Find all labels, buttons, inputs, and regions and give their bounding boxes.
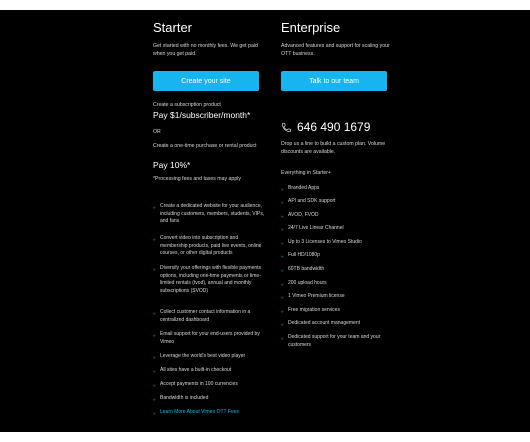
- chevron-right-icon: »: [281, 254, 284, 259]
- feature-text: Convert video into subscription and membership products, paid live events, online courses, or other digital products: [160, 235, 262, 257]
- chevron-right-icon: »: [281, 268, 284, 273]
- subscription-price: Pay $1/subscriber/month*: [153, 110, 251, 120]
- chevron-right-icon: »: [281, 187, 284, 192]
- feature-text: API and SDK support: [288, 198, 336, 204]
- feature-text: Create a dedicated website for your audience, including customers, members, students, VIPs, and fans: [160, 203, 265, 225]
- phone-icon: [281, 122, 292, 133]
- chevron-right-icon: »: [153, 333, 156, 338]
- feature-text: Bandwidth is included: [160, 395, 209, 401]
- onetime-product-label: Create a one-time purchase or rental product: [153, 143, 257, 149]
- chevron-right-icon: »: [153, 397, 156, 402]
- feature-text: Leverage the world's best video player: [160, 353, 246, 359]
- feature-text: Collect customer contact information in a centralized dashboard: [160, 309, 251, 323]
- chevron-right-icon: »: [153, 237, 156, 242]
- list-item: [281, 334, 393, 349]
- chevron-right-icon: »: [281, 227, 284, 232]
- list-item: [153, 409, 265, 417]
- fees-footnote: *Processing fees and taxes may apply: [153, 176, 241, 182]
- list-item: [153, 367, 265, 375]
- list-item: [281, 198, 393, 206]
- list-item: [153, 331, 265, 346]
- chevron-right-icon: »: [281, 322, 284, 327]
- chevron-right-icon: »: [281, 214, 284, 219]
- phone-contact[interactable]: [281, 120, 370, 134]
- feature-text: 24/7 Live Linear Channel: [288, 225, 344, 231]
- list-item: [281, 266, 393, 274]
- feature-text: AVOD, FVOD: [288, 212, 319, 218]
- list-item: [281, 280, 393, 288]
- feature-text: Email support for your end-users provided by Vimeo: [160, 331, 260, 345]
- enterprise-plan-title: Enterprise: [281, 20, 341, 35]
- chevron-right-icon: »: [281, 200, 284, 205]
- list-item: [281, 239, 393, 247]
- subscription-product-label: Create a subscription product: [153, 102, 221, 108]
- list-item: [153, 203, 265, 226]
- learn-more-fees-link[interactable]: Learn More About Vimeo OTT Fees: [160, 409, 240, 415]
- chevron-right-icon: »: [153, 205, 156, 210]
- feature-text: Branded Apps: [288, 185, 320, 191]
- list-item: [281, 185, 393, 193]
- create-your-site-button[interactable]: Create your site: [153, 71, 259, 91]
- custom-plan-text: Drop us a line to build a custom plan. Volume discounts are available.: [281, 141, 386, 155]
- phone-number: 646 490 1679: [297, 120, 371, 134]
- or-separator: OR: [153, 129, 161, 135]
- chevron-right-icon: »: [153, 311, 156, 316]
- chevron-right-icon: »: [153, 411, 156, 416]
- list-item: [153, 235, 265, 258]
- list-item: [153, 265, 265, 295]
- list-item: [281, 212, 393, 220]
- starter-plan-title: Starter: [153, 20, 193, 35]
- list-item: [153, 381, 265, 389]
- chevron-right-icon: »: [281, 241, 284, 246]
- list-item: [281, 293, 393, 301]
- list-item: [153, 353, 265, 361]
- list-item: [153, 395, 265, 403]
- list-item: [281, 225, 393, 233]
- pricing-panel: [0, 10, 530, 432]
- chevron-right-icon: »: [281, 336, 284, 341]
- chevron-right-icon: »: [153, 383, 156, 388]
- feature-text: All sites have a built-in checkout: [160, 367, 232, 373]
- enterprise-plan-description: Advanced features and support for scaling your OTT business.: [281, 43, 390, 57]
- feature-text: Diversify your offerings with flexible payments options, including one-time payments or time-limited rentals (tvod), annual and monthly subscriptions (SVOD): [160, 265, 262, 294]
- list-item: [281, 252, 393, 260]
- feature-text: 1 Vimeo Premium license: [288, 293, 345, 299]
- list-item: [281, 320, 393, 328]
- chevron-right-icon: »: [281, 309, 284, 314]
- feature-text: Full HD/1080p: [288, 252, 320, 258]
- feature-text: Free migration services: [288, 307, 340, 313]
- chevron-right-icon: »: [281, 282, 284, 287]
- feature-text: 200 upload hours: [288, 280, 327, 286]
- feature-text: Accept payments in 100 currencies: [160, 381, 238, 387]
- everything-in-starter-label: Everything in Starter+: [281, 170, 332, 176]
- chevron-right-icon: »: [153, 267, 156, 272]
- chevron-right-icon: »: [281, 295, 284, 300]
- onetime-price: Pay 10%*: [153, 160, 191, 170]
- feature-text: Dedicated support for your team and your customers: [288, 334, 381, 348]
- feature-text: Up to 3 Licenses to Vimeo Studio: [288, 239, 362, 245]
- list-item: [281, 307, 393, 315]
- chevron-right-icon: »: [153, 369, 156, 374]
- talk-to-our-team-button[interactable]: Talk to our team: [281, 71, 387, 91]
- chevron-right-icon: »: [153, 355, 156, 360]
- starter-plan-description: Get started with no monthly fees. We get paid when you get paid.: [153, 43, 258, 57]
- list-item: [153, 309, 265, 324]
- feature-text: 60TB bandwidth: [288, 266, 325, 272]
- feature-text: Dedicated account management: [288, 320, 360, 326]
